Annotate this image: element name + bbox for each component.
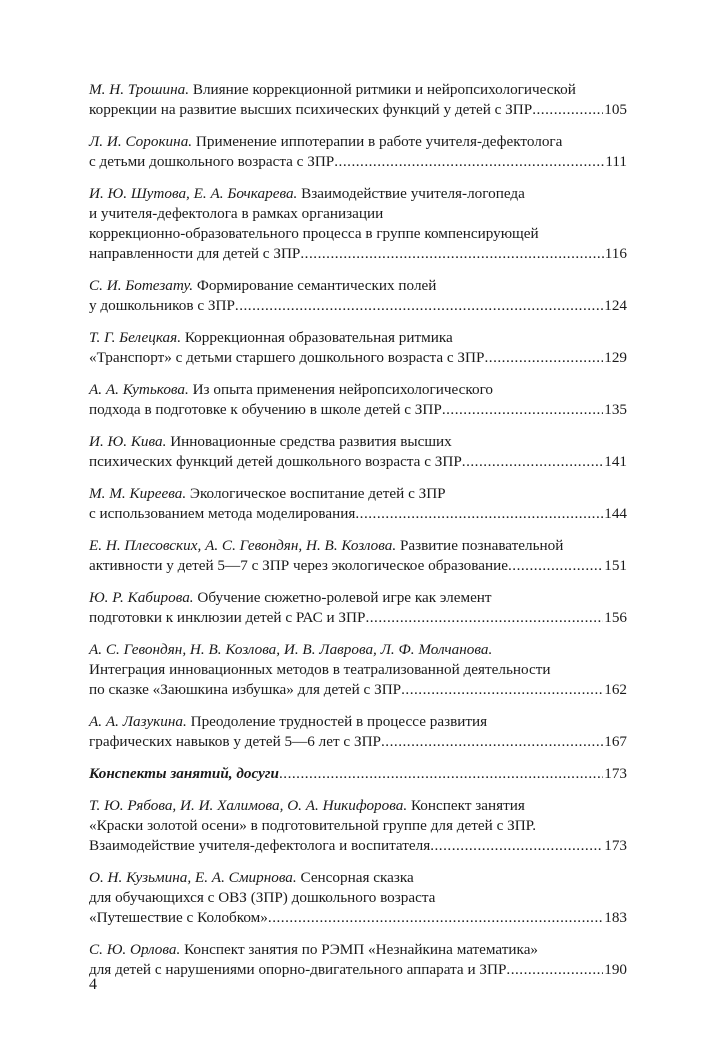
toc-page-number: 124 <box>604 297 627 314</box>
toc-entry-line <box>89 660 627 680</box>
toc-entry[interactable] <box>89 588 627 628</box>
toc-page-number: 135 <box>604 401 627 418</box>
toc-entry-title-text: Конспект занятия <box>410 797 525 814</box>
dot-leader <box>508 556 603 576</box>
toc-entry-authors: А. А. Кутькова. <box>89 381 189 398</box>
toc-page-number: 167 <box>604 733 627 750</box>
toc-entry-last-text: Взаимодействие учителя-дефектолога и воспитателя <box>89 837 431 854</box>
toc-entry-last-text: для детей с нарушениями опорно-двигательного аппарата и ЗПР <box>89 961 507 978</box>
toc-entry-title-text <box>89 400 442 420</box>
toc-entry[interactable] <box>89 328 627 368</box>
toc-entry-last-line <box>89 836 627 856</box>
toc-entry-title-text: Инновационные средства развития высших <box>170 433 452 450</box>
toc-entry-last-line <box>89 400 627 420</box>
toc-entry-line <box>89 328 627 348</box>
toc-entry-title-text: Взаимодействие учителя-логопеда <box>301 185 525 202</box>
toc-entry-line <box>89 276 627 296</box>
toc-entry-title-text <box>89 732 381 752</box>
toc-entry-title-text <box>89 152 334 172</box>
dot-leader <box>430 836 603 856</box>
toc-entry-line <box>89 796 627 816</box>
toc-entry-title-text <box>89 836 430 856</box>
toc-entry-authors: А. А. Лазукина. <box>89 713 187 730</box>
toc-entry-authors: С. И. Ботезату. <box>89 277 194 294</box>
toc-entry-line <box>89 816 627 836</box>
toc-entry-last-text: направленности для детей с ЗПР <box>89 245 301 262</box>
toc-entry-last-line <box>89 100 627 120</box>
toc-entry-title-text <box>89 608 365 628</box>
toc-section-heading[interactable] <box>89 764 627 784</box>
toc-entry-last-line <box>89 296 627 316</box>
toc-page-number: 116 <box>604 245 627 262</box>
toc-entry-title-text <box>89 452 462 472</box>
toc-entry[interactable] <box>89 184 627 264</box>
dot-leader <box>235 296 603 316</box>
toc-entry-title-text <box>89 908 268 928</box>
toc-entry[interactable] <box>89 276 627 316</box>
toc-entry-title-text <box>89 960 506 980</box>
toc-entry-line <box>89 940 627 960</box>
toc-entry-last-line <box>89 348 627 368</box>
toc-page-number: 173 <box>604 837 627 854</box>
toc-entry-title-text: Влияние коррекционной ритмики и нейропсихологической <box>192 81 576 98</box>
dot-leader <box>268 908 603 928</box>
toc-page-number: 173 <box>604 765 627 782</box>
toc-entry[interactable] <box>89 868 627 928</box>
toc-entry-last-line <box>89 504 627 524</box>
toc-entry-authors: Т. Ю. Рябова, И. И. Халимова, О. А. Никифорова. <box>89 797 408 814</box>
toc-page-number: 111 <box>605 153 627 170</box>
toc-entry-title-text: Формирование семантических полей <box>196 277 437 294</box>
toc-entry-title-text <box>89 556 508 576</box>
toc-page-number: 141 <box>604 453 627 470</box>
toc-entry-last-text: с детьми дошкольного возраста с ЗПР <box>89 153 335 170</box>
dot-leader <box>381 732 603 752</box>
toc-entry-last-line <box>89 960 627 980</box>
toc-entry-last-text: активности у детей 5—7 с ЗПР через экологическое образование <box>89 557 508 574</box>
dot-leader <box>484 348 603 368</box>
dot-leader <box>532 100 603 120</box>
toc-entry-title-text: Преодоление трудностей в процессе развития <box>190 713 488 730</box>
toc-page-number: 144 <box>604 505 627 522</box>
toc-entry-title-text: Из опыта применения нейропсихологического <box>192 381 494 398</box>
toc-entry-title-text: и учителя-дефектолога в рамках организации <box>89 205 384 222</box>
toc-entry-title-text: Применение иппотерапии в работе учителя-дефектолога <box>195 133 563 150</box>
toc-entry[interactable] <box>89 940 627 980</box>
toc-entry-title-text <box>89 244 300 264</box>
toc-entry-line <box>89 640 627 660</box>
toc-entry-line <box>89 80 627 100</box>
dot-leader <box>462 452 603 472</box>
toc-entry-last-line <box>89 908 627 928</box>
toc-entry-last-line <box>89 152 627 172</box>
toc-entry-line <box>89 536 627 556</box>
toc-entry-last-text: подхода в подготовке к обучению в школе детей с ЗПР <box>89 401 442 418</box>
toc-entry-authors: И. Ю. Шутова, Е. А. Бочкарева. <box>89 185 298 202</box>
toc-entry[interactable] <box>89 432 627 472</box>
toc-entry-authors: Ю. Р. Кабирова. <box>89 589 194 606</box>
toc-page-number: 162 <box>604 681 627 698</box>
toc-entry-last-text: у дошкольников с ЗПР <box>89 297 235 314</box>
toc-entry-line <box>89 888 627 908</box>
toc-entry[interactable] <box>89 484 627 524</box>
toc-entry-authors: А. С. Гевондян, Н. В. Козлова, И. В. Лаврова, Л. Ф. Молчанова. <box>89 641 493 658</box>
toc-entry-line <box>89 712 627 732</box>
toc-page-number: 156 <box>604 609 627 626</box>
toc-entry[interactable] <box>89 712 627 752</box>
toc-entry-title-text: Конспект занятия по РЭМП «Незнайкина математика» <box>184 941 539 958</box>
dot-leader <box>355 504 603 524</box>
toc-entry[interactable] <box>89 796 627 856</box>
toc-entry-last-line <box>89 732 627 752</box>
dot-leader <box>279 764 603 784</box>
toc-entry-line <box>89 868 627 888</box>
dot-leader <box>365 608 603 628</box>
toc-entry-title-text: Экологическое воспитание детей с ЗПР <box>189 485 446 502</box>
dot-leader <box>506 960 603 980</box>
toc-entry-line <box>89 204 627 224</box>
toc-entry-last-text: с использованием метода моделирования <box>89 505 356 522</box>
toc-entry-title-text <box>89 504 355 524</box>
toc-entry-title-text: Обучение сюжетно-ролевой игре как элемент <box>197 589 492 606</box>
toc-entry-last-text: психических функций детей дошкольного возраста с ЗПР <box>89 453 462 470</box>
toc-entry-authors: М. Н. Трошина. <box>89 81 190 98</box>
toc-entry-title-text <box>89 348 484 368</box>
toc-entry-line <box>89 224 627 244</box>
toc-page-number: 105 <box>604 101 627 118</box>
toc-entry-line <box>89 588 627 608</box>
toc-entry-authors: О. Н. Кузьмина, Е. А. Смирнова. <box>89 869 297 886</box>
toc-entry-last-text: Конспекты занятий, досуги <box>89 765 279 782</box>
toc-entry[interactable] <box>89 380 627 420</box>
toc-entry-title-text <box>89 680 401 700</box>
toc-entry-last-line <box>89 680 627 700</box>
toc-entry-line <box>89 380 627 400</box>
page-number: 4 <box>89 976 97 993</box>
toc-entry-title-text: коррекционно-образовательного процесса в группе компенсирующей <box>89 225 539 242</box>
toc-entry-authors: И. Ю. Кива. <box>89 433 167 450</box>
toc-entry-line <box>89 432 627 452</box>
toc-entry-title-text <box>89 296 235 316</box>
section-title <box>89 764 279 784</box>
toc-entry-last-text: по сказке «Заюшкина избушка» для детей с ЗПР <box>89 681 402 698</box>
toc-entry-last-text: подготовки к инклюзии детей с РАС и ЗПР <box>89 609 366 626</box>
toc-entry-last-text: «Транспорт» с детьми старшего дошкольного возраста с ЗПР <box>89 349 485 366</box>
toc-entry-last-line <box>89 452 627 472</box>
toc-entry-last-line <box>89 244 627 264</box>
toc-entry-authors: Е. Н. Плесовских, А. С. Гевондян, Н. В. Козлова. <box>89 537 397 554</box>
toc-page-number: 129 <box>604 349 627 366</box>
dot-leader <box>300 244 603 264</box>
toc-entry-line <box>89 184 627 204</box>
toc-entry[interactable] <box>89 132 627 172</box>
table-of-contents <box>89 80 627 992</box>
toc-entry-authors: М. М. Киреева. <box>89 485 187 502</box>
toc-entry-last-line <box>89 764 627 784</box>
toc-entry-authors: С. Ю. Орлова. <box>89 941 181 958</box>
toc-entry-title-text: для обучающихся с ОВЗ (ЗПР) дошкольного возраста <box>89 889 436 906</box>
toc-entry-last-text: коррекции на развитие высших психических функций у детей с ЗПР <box>89 101 533 118</box>
toc-entry-title-text <box>89 100 532 120</box>
toc-entry-last-line <box>89 556 627 576</box>
toc-entry[interactable] <box>89 640 627 700</box>
toc-entry-line <box>89 132 627 152</box>
toc-entry-authors: Т. Г. Белецкая. <box>89 329 182 346</box>
toc-page-number: 183 <box>604 909 627 926</box>
dot-leader <box>401 680 603 700</box>
toc-entry-title-text: Интеграция инновационных методов в театрализованной деятельности <box>89 661 551 678</box>
toc-entry-line <box>89 484 627 504</box>
toc-entry[interactable] <box>89 536 627 576</box>
toc-entry-last-text: графических навыков у детей 5—6 лет с ЗПР <box>89 733 381 750</box>
toc-entry-title-text: «Краски золотой осени» в подготовительной группе для детей с ЗПР. <box>89 817 537 834</box>
dot-leader <box>442 400 603 420</box>
toc-page-number: 151 <box>604 557 627 574</box>
toc-entry-last-line <box>89 608 627 628</box>
toc-entry-title-text: Коррекционная образовательная ритмика <box>184 329 453 346</box>
toc-entry-title-text: Сенсорная сказка <box>300 869 414 886</box>
dot-leader <box>334 152 604 172</box>
toc-entry-authors: Л. И. Сорокина. <box>89 133 193 150</box>
toc-page-number: 190 <box>604 961 627 978</box>
toc-entry-title-text: Развитие познавательной <box>399 537 564 554</box>
toc-entry[interactable] <box>89 80 627 120</box>
toc-entry-last-text: «Путешествие с Колобком» <box>89 909 268 926</box>
